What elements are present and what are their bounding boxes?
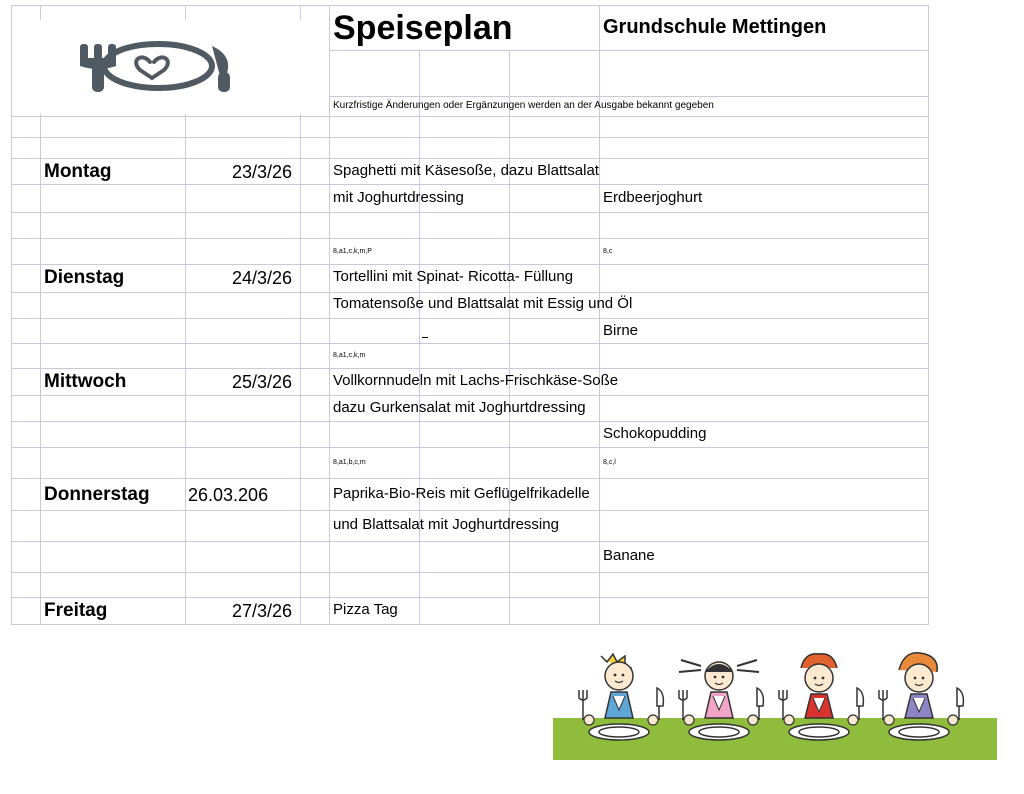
dessert-allergens: 8,c,l [603, 459, 616, 466]
main-dish-line: mit Joghurtdressing [333, 189, 464, 206]
day-date: 24/3/26 [232, 268, 293, 288]
child-figure [899, 653, 937, 718]
day-date: 25/3/26 [232, 372, 293, 392]
notice-text: Kurzfristige Änderungen oder Ergänzungen werden an der Ausgabe bekannt gegeben [333, 100, 714, 111]
child-figure [801, 654, 837, 718]
main-allergens: 8,a1,b,c,m [333, 459, 366, 466]
stray-underscore [422, 337, 428, 338]
main-dish-line: und Blattsalat mit Joghurtdressing [333, 516, 559, 533]
day-date: 27/3/26 [232, 601, 293, 621]
main-dish-line: Paprika-Bio-Reis mit Geflügelfrikadelle [333, 485, 590, 502]
main-dish-line: Pizza Tag [333, 601, 398, 618]
school-name: Grundschule Mettingen [603, 16, 827, 38]
day-label: Mittwoch [44, 371, 127, 392]
main-dish-line: Vollkornnudeln mit Lachs-Frischkäse-Soße [333, 372, 619, 389]
child-figure [679, 660, 759, 718]
main-dish-line: dazu Gurkensalat mit Joghurtdressing [333, 399, 586, 416]
dessert: Schokopudding [603, 425, 707, 442]
cutlery-heart-plate-icon [12, 20, 302, 114]
day-label: Freitag [44, 600, 108, 621]
logo [12, 20, 302, 114]
main-dish-line: Tomatensoße und Blattsalat mit Essig und Öl [333, 295, 633, 312]
page-title: Speiseplan [333, 9, 513, 47]
day-date: 23/3/26 [232, 162, 293, 182]
day-label: Dienstag [44, 267, 125, 288]
main-dish-line: Tortellini mit Spinat- Ricotta- Füllung [333, 268, 574, 285]
child-figure [601, 654, 633, 718]
dessert: Birne [603, 322, 639, 339]
main-allergens: 8,a1,c,k,m,P [333, 248, 372, 255]
day-date: 26.03.206 [188, 485, 269, 505]
main-allergens: 8,a1,c,k,m [333, 352, 366, 359]
children-at-table-illustration [553, 648, 997, 760]
dessert: Banane [603, 547, 655, 564]
dessert-allergens: 8,c [603, 248, 613, 255]
main-dish-line: Spaghetti mit Käsesoße, dazu Blattsalat [333, 162, 599, 179]
day-label: Montag [44, 161, 112, 182]
dessert: Erdbeerjoghurt [603, 189, 703, 206]
day-label: Donnerstag [44, 484, 150, 505]
